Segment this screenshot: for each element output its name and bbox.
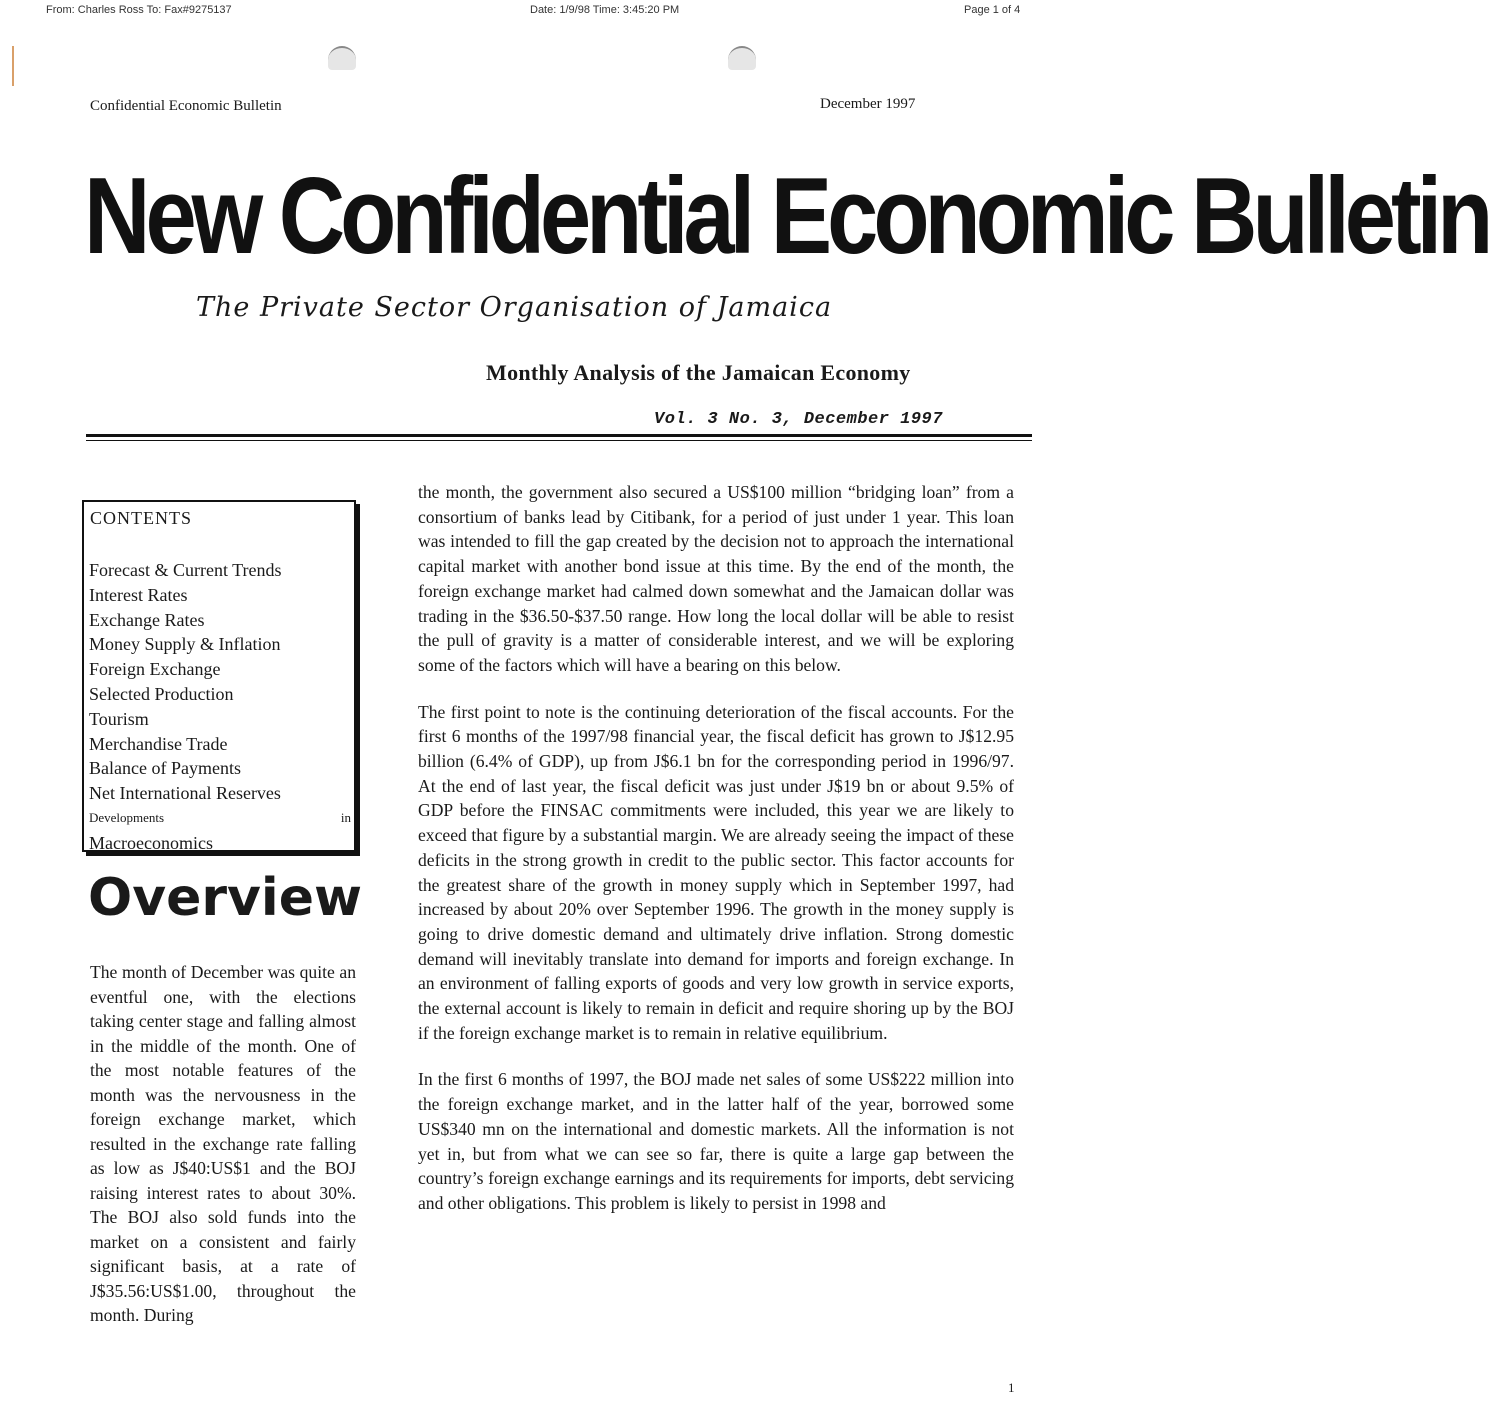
contents-item: Tourism [89, 708, 149, 729]
fax-datetime-header: Date: 1/9/98 Time: 3:45:20 PM [530, 4, 680, 16]
contents-box [82, 500, 356, 852]
main-paragraph-3: In the first 6 months of 1997, the BOJ made net sales of some US$222 million into the foreign exchange market, and in the latter half of the year, borrowed some US$340 mn on the international and domestic markets. All the information is not yet in, but from what we can see so far, there is quite a large gap between the country’s foreign exchange earnings and its requirements for imports, debt servicing and other obligations. This problem is likely to persist in 1998 and [418, 1069, 1014, 1213]
contents-item: Money Supply & Inflation [89, 634, 281, 655]
bulletin-subtitle: Monthly Analysis of the Jamaican Economy [486, 360, 911, 385]
header-rule-thick [86, 434, 1032, 437]
contents-list [89, 558, 351, 856]
contents-item: Foreign Exchange [89, 659, 221, 680]
contents-item: Selected Production [89, 683, 234, 704]
page-number: 1 [1008, 1380, 1015, 1395]
header-rule-thin [86, 440, 1032, 441]
scan-mark [12, 46, 14, 86]
main-paragraph-2: The first point to note is the continuing deterioration of the fiscal accounts. For the first 6 months of the 1997/98 financial year, the fiscal deficit has grown to J$12.95 billion (6.4% of GDP), up from J$6.1 bn for the corresponding period in 1996/97. At the end of last year, the fiscal deficit was just under J$19 bn or about 9.5% of GDP before the FINSAC commitments were included, this year we are likely to exceed that figure by a substantial margin. We are already seeing the impact of these deficits in the strong growth in credit to the public sector. This factor accounts for the greatest share of the growth in money supply which in September 1997, had increased by about 20% over September 1996. The growth in the money supply is going to drive domestic demand and ultimately drive inflation. Strong domestic demand will inevitably translate into demand for imports and foreign exchange. In an environment of falling exports of goods and very low growth in service exports, the external account is likely to remain in deficit and require shoring up by the BOJ if the foreign exchange market is to remain in relative equilibrium. [418, 701, 1014, 1043]
organisation-name: The Private Sector Organisation of Jamaica [196, 292, 833, 323]
issue-month: December 1997 [820, 96, 916, 112]
contents-title: CONTENTS [90, 508, 192, 528]
contents-item: Net International Reserves [89, 783, 281, 804]
volume-issue: Vol. 3 No. 3, December 1997 [654, 410, 943, 429]
punch-hole-right [728, 46, 756, 70]
contents-item: Forecast & Current Trends [89, 560, 282, 580]
developments-in: in [340, 809, 351, 825]
contents-item: Balance of Payments [89, 758, 241, 779]
masthead-title: New Confidential Economic Bulletin [84, 156, 1488, 277]
fax-page-header: Page 1 of 4 [964, 4, 1021, 16]
contents-item: Exchange Rates [89, 609, 205, 630]
main-column [418, 480, 1014, 1238]
contents-item: Merchandise Trade [89, 733, 228, 754]
contents-item-developments [89, 806, 351, 831]
contents-item-macroeconomics: Macroeconomics [89, 832, 213, 853]
fax-sender-header: From: Charles Ross To: Fax#9275137 [46, 4, 232, 16]
overview-heading: Overview [88, 868, 363, 928]
developments-label: Developments [89, 809, 165, 825]
bulletin-label: Confidential Economic Bulletin [90, 98, 282, 114]
overview-text: The month of December was quite an eventful one, with the elections taking center stage and falling almost in the middle of the month. One of the most notable features of the month was the nervousness in the foreign exchange market, which resulted in the exchange rate falling as low as J$40:US$1 and the BOJ raising interest rates to about 30%. The BOJ also sold funds into the market on a consistent and fairly significant basis, at a rate of J$35.56:US$1.00, throughout the month. During [90, 962, 356, 1325]
contents-item: Interest Rates [89, 584, 188, 605]
punch-hole-left [328, 46, 356, 70]
main-paragraph-1: the month, the government also secured a US$100 million “bridging loan” from a consortium of banks lead by Citibank, for a period of just under 1 year. This loan was intended to fill the gap created by the decision not to approach the international capital market with another bond issue at this time. By the end of the month, the foreign exchange market had calmed down somewhat and the Jamaican dollar was trading in the $36.50-$37.50 range. How long the local dollar will be able to resist the pull of gravity is a matter of considerable interest, and we will be exploring some of the factors which will have a bearing on this below. [418, 482, 1014, 675]
